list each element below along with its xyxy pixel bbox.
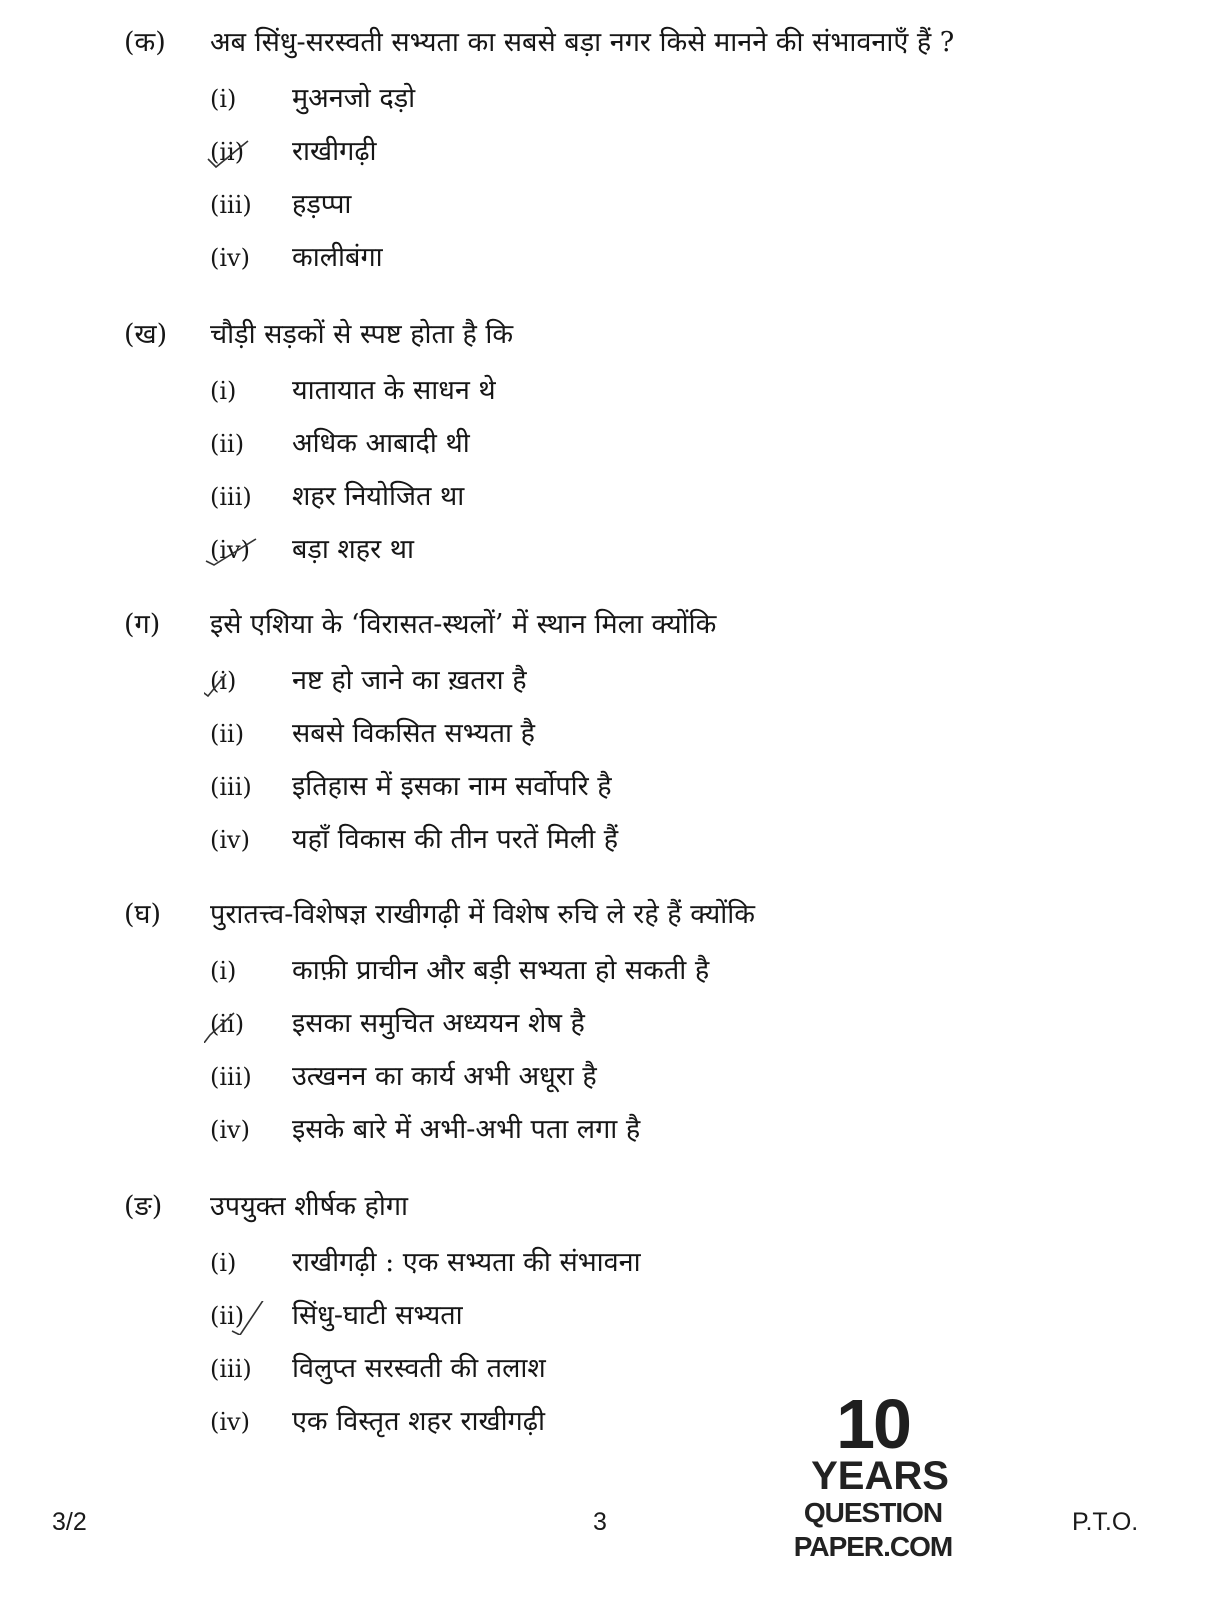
question-number: (ग) <box>124 609 161 640</box>
option-item <box>210 529 1084 582</box>
option-item <box>210 1109 1084 1162</box>
option-text: अधिक आबादी थी <box>292 428 470 459</box>
option-item <box>210 423 1084 476</box>
question-ga <box>124 604 1084 872</box>
option-number: (i) <box>210 957 237 985</box>
option-number: (i) <box>210 667 237 695</box>
option-text: एक विस्तृत शहर राखीगढ़ी <box>292 1406 545 1437</box>
watermark-years: YEARS <box>811 1454 949 1498</box>
option-number: (ii) <box>210 1302 245 1330</box>
question-number: (ङ) <box>124 1191 163 1222</box>
option-item <box>210 78 1084 131</box>
question-number: (ख) <box>124 319 168 350</box>
page-number: 3 <box>593 1508 607 1536</box>
option-number: (i) <box>210 85 237 113</box>
option-text: सबसे विकसित सभ्यता है <box>292 718 535 749</box>
option-number: (iv) <box>210 536 250 564</box>
option-item <box>210 1295 1084 1348</box>
option-text: इसका समुचित अध्ययन शेष है <box>292 1008 585 1039</box>
option-item <box>210 1056 1084 1109</box>
option-item <box>210 713 1084 766</box>
option-text: नष्ट हो जाने का ख़तरा है <box>292 665 527 696</box>
question-text: इसे एशिया के ‘विरासत-स्थलों’ में स्थान मिला क्योंकि <box>210 609 717 640</box>
question-kha <box>124 314 1084 582</box>
option-text: शहर नियोजित था <box>292 481 465 512</box>
option-number: (iii) <box>210 1063 252 1091</box>
paper-code: 3/2 <box>52 1508 87 1536</box>
option-item <box>210 1242 1084 1295</box>
option-item <box>210 766 1084 819</box>
option-text: बड़ा शहर था <box>292 534 415 565</box>
option-number: (ii) <box>210 1010 245 1038</box>
option-text: इतिहास में इसका नाम सर्वोपरि है <box>292 771 612 802</box>
option-text: इसके बारे में अभी-अभी पता लगा है <box>292 1114 641 1145</box>
option-text: कालीबंगा <box>292 242 383 273</box>
option-text: उत्खनन का कार्य अभी अधूरा है <box>292 1061 597 1092</box>
option-number: (ii) <box>210 720 245 748</box>
option-text: राखीगढ़ी : एक सभ्यता की संभावना <box>292 1247 641 1278</box>
question-text: अब सिंधु-सरस्वती सभ्यता का सबसे बड़ा नगर किसे मानने की संभावनाएँ हैं ? <box>210 27 955 58</box>
question-text: चौड़ी सड़कों से स्पष्ट होता है कि <box>210 319 514 350</box>
watermark-site: QUESTION PAPER.COM <box>793 1497 953 1562</box>
option-item <box>210 370 1084 423</box>
option-item <box>210 819 1084 872</box>
option-text: यातायात के साधन थे <box>292 375 496 406</box>
option-item <box>210 1003 1084 1056</box>
watermark-logo <box>738 1385 1008 1564</box>
option-number: (iii) <box>210 191 252 219</box>
option-text: मुअनजो दड़ो <box>292 83 416 114</box>
please-turn-over: P.T.O. <box>1072 1508 1139 1536</box>
option-text: हड़प्पा <box>292 189 352 220</box>
option-number: (iii) <box>210 483 252 511</box>
option-number: (i) <box>210 1249 237 1277</box>
option-text: काफ़ी प्राचीन और बड़ी सभ्यता हो सकती है <box>292 955 710 986</box>
option-item <box>210 184 1084 237</box>
option-item <box>210 660 1084 713</box>
option-number: (iv) <box>210 826 250 854</box>
option-item <box>210 950 1084 1003</box>
question-number: (क) <box>124 27 166 58</box>
watermark-number: 10 <box>836 1385 910 1463</box>
option-number: (iv) <box>210 244 250 272</box>
option-number: (iv) <box>210 1116 250 1144</box>
option-number: (iii) <box>210 773 252 801</box>
option-number: (ii) <box>210 138 245 166</box>
question-gha <box>124 894 1084 1162</box>
question-text: पुरातत्त्व-विशेषज्ञ राखीगढ़ी में विशेष रुचि ले रहे हैं क्योंकि <box>210 899 756 930</box>
option-item <box>210 476 1084 529</box>
option-item <box>210 131 1084 184</box>
option-text: विलुप्त सरस्वती की तलाश <box>292 1353 546 1384</box>
option-number: (i) <box>210 377 237 405</box>
option-item <box>210 237 1084 290</box>
option-number: (iii) <box>210 1355 252 1383</box>
option-text: सिंधु-घाटी सभ्यता <box>292 1300 463 1331</box>
question-text: उपयुक्त शीर्षक होगा <box>210 1191 409 1222</box>
question-number: (घ) <box>124 899 162 930</box>
option-text: यहाँ विकास की तीन परतें मिली हैं <box>292 824 619 855</box>
option-number: (ii) <box>210 430 245 458</box>
option-number: (iv) <box>210 1408 250 1436</box>
question-ka <box>124 22 1084 290</box>
option-text: राखीगढ़ी <box>292 136 377 167</box>
